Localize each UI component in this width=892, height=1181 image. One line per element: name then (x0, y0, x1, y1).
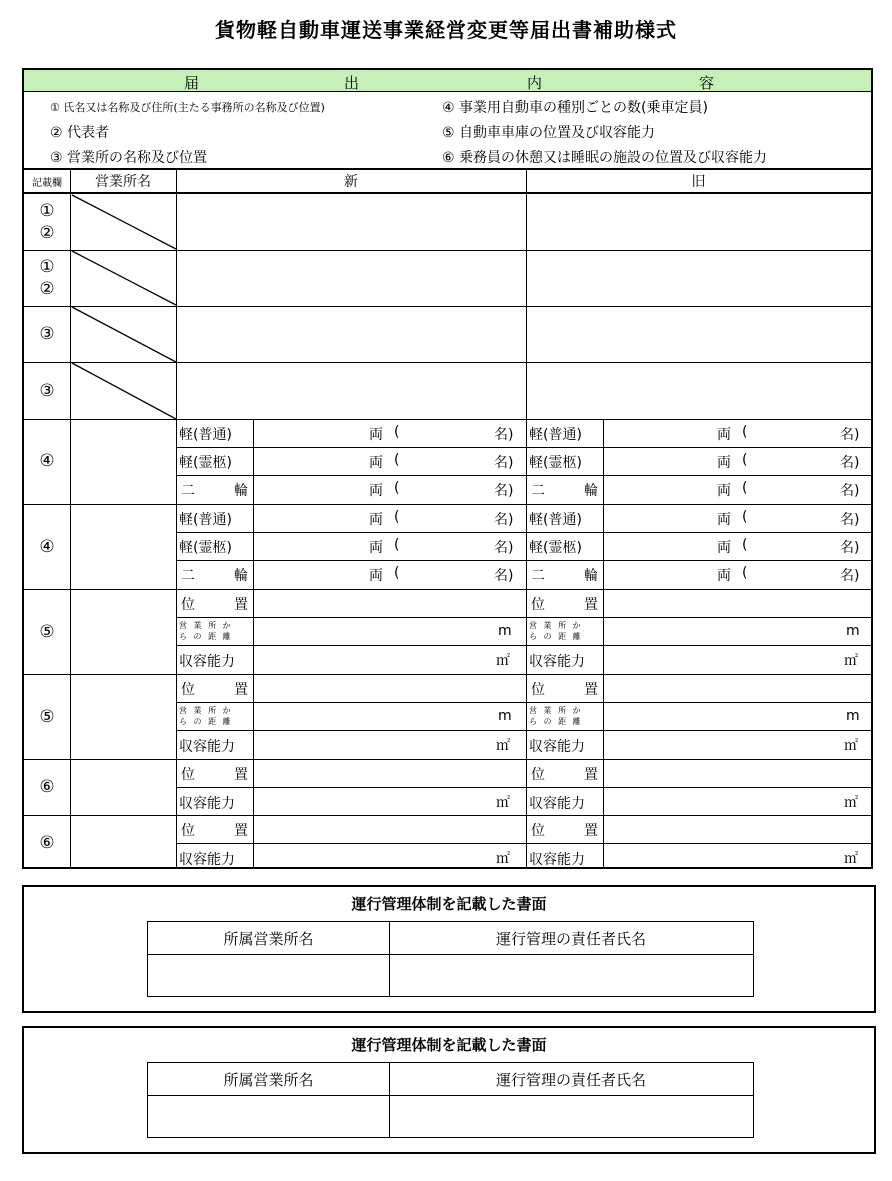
unit-vehicles: 両 (369, 427, 383, 443)
unit-persons: 名) (494, 512, 514, 528)
col-kisai: 記載欄 (32, 178, 62, 189)
col-affiliated-office: 所属営業所名 (223, 930, 314, 948)
label-distance: 営 業 所 か (179, 621, 233, 630)
diagonal-strikes (70, 192, 176, 419)
col-manager-name: 運行管理の責任者氏名 (495, 1071, 646, 1089)
label-capacity: 収容能力 (179, 739, 235, 755)
label-position: 置 (584, 823, 598, 839)
label-futsu: 軽(普通) (529, 512, 582, 528)
unit-persons: 名) (840, 427, 860, 443)
label-futsu: 軽(普通) (529, 427, 582, 443)
unit-meter: m (498, 623, 512, 639)
unit-sqm: ㎡ (496, 795, 510, 811)
manager-name-field[interactable] (391, 956, 752, 994)
label-position: 位 (181, 823, 195, 839)
unit-sqm: ㎡ (844, 795, 858, 811)
label-reikyu: 軽(霊柩) (529, 540, 582, 556)
unit-vehicles: 両 (369, 512, 383, 528)
notification-table (22, 68, 873, 869)
label-reikyu: 軽(霊柩) (529, 455, 582, 471)
col-new: 新 (344, 174, 358, 190)
label-position: 位 (181, 597, 195, 613)
label-two: 二 (531, 483, 545, 499)
unit-persons: 名) (494, 540, 514, 556)
unit-persons: 名) (494, 427, 514, 443)
unit-vehicles: 両 (369, 540, 383, 556)
label-position: 置 (234, 597, 248, 613)
unit-sqm: ㎡ (496, 851, 510, 867)
unit-vehicles: 両 (717, 455, 731, 471)
label-distance: ら の 距 離 (529, 717, 583, 726)
label-distance: 営 業 所 か (529, 706, 583, 715)
unit-paren: ( (394, 509, 400, 525)
label-position: 位 (181, 682, 195, 698)
row-mark: ① (39, 257, 55, 277)
header-char: 容 (699, 74, 715, 92)
col-old: 旧 (691, 174, 706, 190)
management-box (22, 885, 876, 1013)
item-6: ⑥ 乗務員の休憩又は睡眠の施設の位置及び収容能力 (442, 150, 767, 166)
unit-sqm: ㎡ (844, 653, 858, 669)
row-mark: ④ (39, 451, 55, 471)
label-distance: 営 業 所 か (529, 621, 583, 630)
unit-persons: 名) (840, 483, 860, 499)
unit-paren: ( (394, 537, 400, 553)
form-title: 貨物軽自動車運送事業経営変更等届出書補助様式 (215, 18, 677, 42)
label-distance: ら の 距 離 (179, 717, 233, 726)
row-mark: ③ (39, 324, 55, 344)
label-capacity: 収容能力 (179, 796, 235, 812)
office-name-field[interactable] (149, 1097, 388, 1135)
unit-persons: 名) (840, 512, 860, 528)
unit-paren: ( (742, 537, 748, 553)
label-position: 置 (234, 823, 248, 839)
unit-persons: 名) (840, 568, 860, 584)
item-5: ⑤ 自動車車庫の位置及び収容能力 (442, 125, 656, 141)
label-capacity: 収容能力 (529, 739, 585, 755)
unit-persons: 名) (840, 540, 860, 556)
label-distance: ら の 距 離 (179, 632, 233, 641)
unit-vehicles: 両 (717, 483, 731, 499)
management-table (147, 1062, 754, 1138)
unit-vehicles: 両 (717, 512, 731, 528)
manager-name-field[interactable] (391, 1097, 752, 1135)
unit-paren: ( (742, 452, 748, 468)
unit-vehicles: 両 (717, 427, 731, 443)
management-box (22, 1026, 876, 1154)
table-header (24, 70, 871, 92)
header-char: 内 (527, 74, 543, 92)
label-position: 置 (234, 767, 248, 783)
label-capacity: 収容能力 (529, 852, 585, 868)
row-mark: ② (39, 223, 55, 243)
row-mark: ⑤ (39, 707, 55, 727)
label-two: 二 (531, 568, 545, 584)
unit-persons: 名) (494, 455, 514, 471)
label-reikyu: 軽(霊柩) (179, 455, 232, 471)
unit-persons: 名) (840, 455, 860, 471)
unit-meter: m (846, 708, 860, 724)
management-table (147, 921, 754, 997)
label-wheel: 輪 (234, 568, 248, 584)
label-position: 位 (531, 682, 545, 698)
unit-sqm: ㎡ (844, 851, 858, 867)
label-position: 置 (584, 682, 598, 698)
unit-paren: ( (742, 565, 748, 581)
item-1: ① 氏名又は名称及び住所(主たる事務所の名称及び位置) (50, 101, 325, 114)
unit-paren: ( (394, 452, 400, 468)
label-position: 位 (531, 767, 545, 783)
unit-paren: ( (742, 509, 748, 525)
label-position: 位 (531, 823, 545, 839)
label-position: 置 (584, 597, 598, 613)
label-wheel: 輪 (584, 483, 598, 499)
row-mark: ① (39, 201, 55, 221)
unit-persons: 名) (494, 568, 514, 584)
label-two: 二 (181, 568, 195, 584)
label-distance: ら の 距 離 (529, 632, 583, 641)
label-position: 置 (584, 767, 598, 783)
label-reikyu: 軽(霊柩) (179, 540, 232, 556)
label-capacity: 収容能力 (179, 852, 235, 868)
unit-paren: ( (742, 424, 748, 440)
label-wheel: 輪 (584, 568, 598, 584)
item-3: ③ 営業所の名称及び位置 (50, 150, 208, 166)
col-manager-name: 運行管理の責任者氏名 (495, 930, 646, 948)
box-title: 運行管理体制を記載した書面 (351, 1036, 547, 1054)
label-distance: 営 業 所 か (179, 706, 233, 715)
unit-vehicles: 両 (369, 455, 383, 471)
label-capacity: 収容能力 (529, 796, 585, 812)
unit-sqm: ㎡ (496, 738, 510, 754)
label-capacity: 収容能力 (179, 654, 235, 670)
unit-paren: ( (394, 424, 400, 440)
item-4: ④ 事業用自動車の種別ごとの数(乗車定員) (442, 100, 708, 116)
label-position: 位 (531, 597, 545, 613)
label-position: 置 (234, 682, 248, 698)
row-mark: ⑤ (39, 622, 55, 642)
row-mark: ⑥ (39, 833, 55, 853)
unit-sqm: ㎡ (844, 738, 858, 754)
unit-meter: m (846, 623, 860, 639)
unit-meter: m (498, 708, 512, 724)
col-affiliated-office: 所属営業所名 (223, 1071, 314, 1089)
label-futsu: 軽(普通) (179, 512, 232, 528)
box-title: 運行管理体制を記載した書面 (351, 895, 547, 913)
row-mark: ② (39, 279, 55, 299)
unit-persons: 名) (494, 483, 514, 499)
unit-sqm: ㎡ (496, 653, 510, 669)
label-futsu: 軽(普通) (179, 427, 232, 443)
label-capacity: 収容能力 (529, 654, 585, 670)
unit-vehicles: 両 (717, 540, 731, 556)
header-char: 出 (344, 74, 360, 92)
label-two: 二 (181, 483, 195, 499)
row-mark: ⑥ (39, 777, 55, 797)
item-2: ② 代表者 (50, 125, 110, 141)
unit-paren: ( (742, 480, 748, 496)
unit-paren: ( (394, 480, 400, 496)
label-position: 位 (181, 767, 195, 783)
col-office: 営業所名 (95, 174, 151, 190)
unit-vehicles: 両 (717, 568, 731, 584)
header-char: 届 (184, 74, 200, 92)
unit-vehicles: 両 (369, 568, 383, 584)
label-wheel: 輪 (234, 483, 248, 499)
unit-vehicles: 両 (369, 483, 383, 499)
row-mark: ③ (39, 381, 55, 401)
unit-paren: ( (394, 565, 400, 581)
row-mark: ④ (39, 537, 55, 557)
office-name-field[interactable] (149, 956, 388, 994)
